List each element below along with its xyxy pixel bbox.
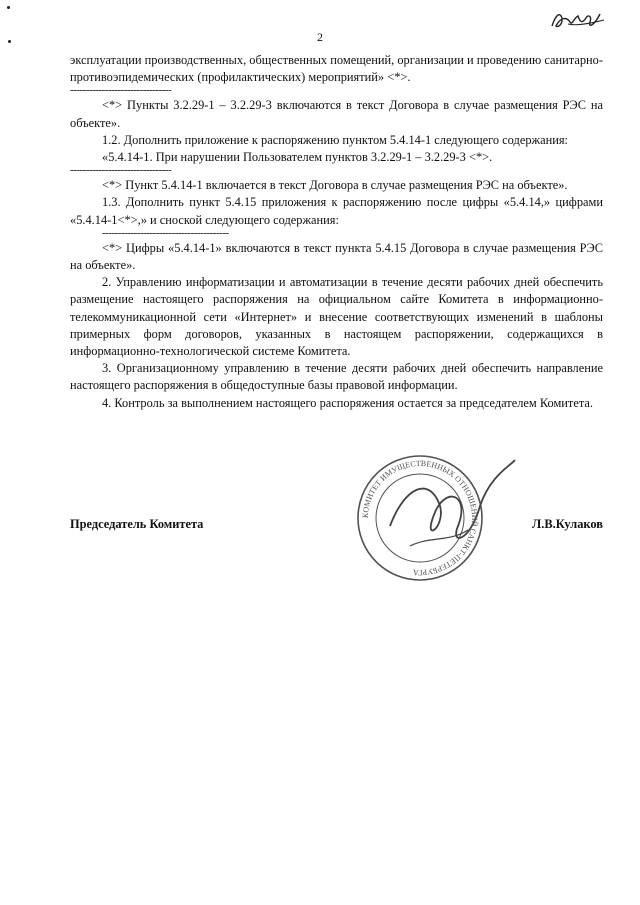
paragraph: 1.3. Дополнить пункт 5.4.15 приложения к распоряжению после цифры «5.4.14,» цифрами «5.4.14-1<*>,» и сноской следующего содержания: — [70, 195, 603, 227]
signer-name: Л.В.Кулаков — [532, 517, 603, 531]
paragraph: 4. Контроль за выполнением настоящего распоряжения остается за председателем Комитета. — [102, 395, 594, 410]
paragraph: 1.2. Дополнить приложение к распоряжению пунктом 5.4.14-1 следующего содержания: — [102, 132, 568, 147]
paragraph: 2. Управлению информатизации и автоматизации в течение десяти рабочих дней обеспечить размещение настоящего распоряжения на официальном сайте Комитета в информационно-телекоммуникационной сети «Интернет» и внесение соответствующих изменений в шаблоны примерных форм договоров, указанных в настоящем распоряжении, содержащихся в информационно-технологической системе Комитета. — [70, 275, 603, 359]
stamp-text: КОМИТЕТ ИМУЩЕСТВЕННЫХ ОТНОШЕНИЙ САНКТ-ПЕТЕРБУРГА — [360, 458, 480, 578]
paragraph: эксплуатации производственных, общественных помещений, организации и проведению санитарно-противоэпидемических (профилактических) мероприятий» <*>. — [70, 53, 603, 85]
page-number: 2 — [317, 30, 323, 44]
footnote: <*> Цифры «5.4.14-1» включаются в текст пункта 5.4.15 Договора в случае размещения РЭС на объекте». — [70, 240, 603, 273]
footnote-separator: ---------------------------------------- — [102, 226, 229, 239]
paragraph: «5.4.14-1. При нарушении Пользователем пунктов 3.2.29-1 – 3.2.29-3 <*>. — [102, 150, 493, 165]
paragraph: 3. Организационному управлению в течение десяти рабочих дней обеспечить направление настоящего распоряжения в общедоступные базы правовой информации. — [70, 361, 603, 393]
footnote: <*> Пункт 5.4.14-1 включается в текст Договора в случае размещения РЭС на объекте». — [102, 178, 568, 193]
signature-row — [70, 517, 603, 532]
margin-mark — [7, 6, 10, 9]
official-stamp — [350, 446, 520, 586]
signer-position: Председатель Комитета — [70, 517, 204, 531]
handwritten-initials — [548, 4, 608, 34]
footnote-separator: -------------------------------- — [70, 164, 172, 177]
document-body — [70, 52, 603, 412]
footnote: <*> Пункты 3.2.29-1 – 3.2.29-3 включаются в текст Договора в случае размещения РЭС на объекте». — [70, 98, 603, 130]
footnote-separator: -------------------------------- — [70, 84, 172, 97]
